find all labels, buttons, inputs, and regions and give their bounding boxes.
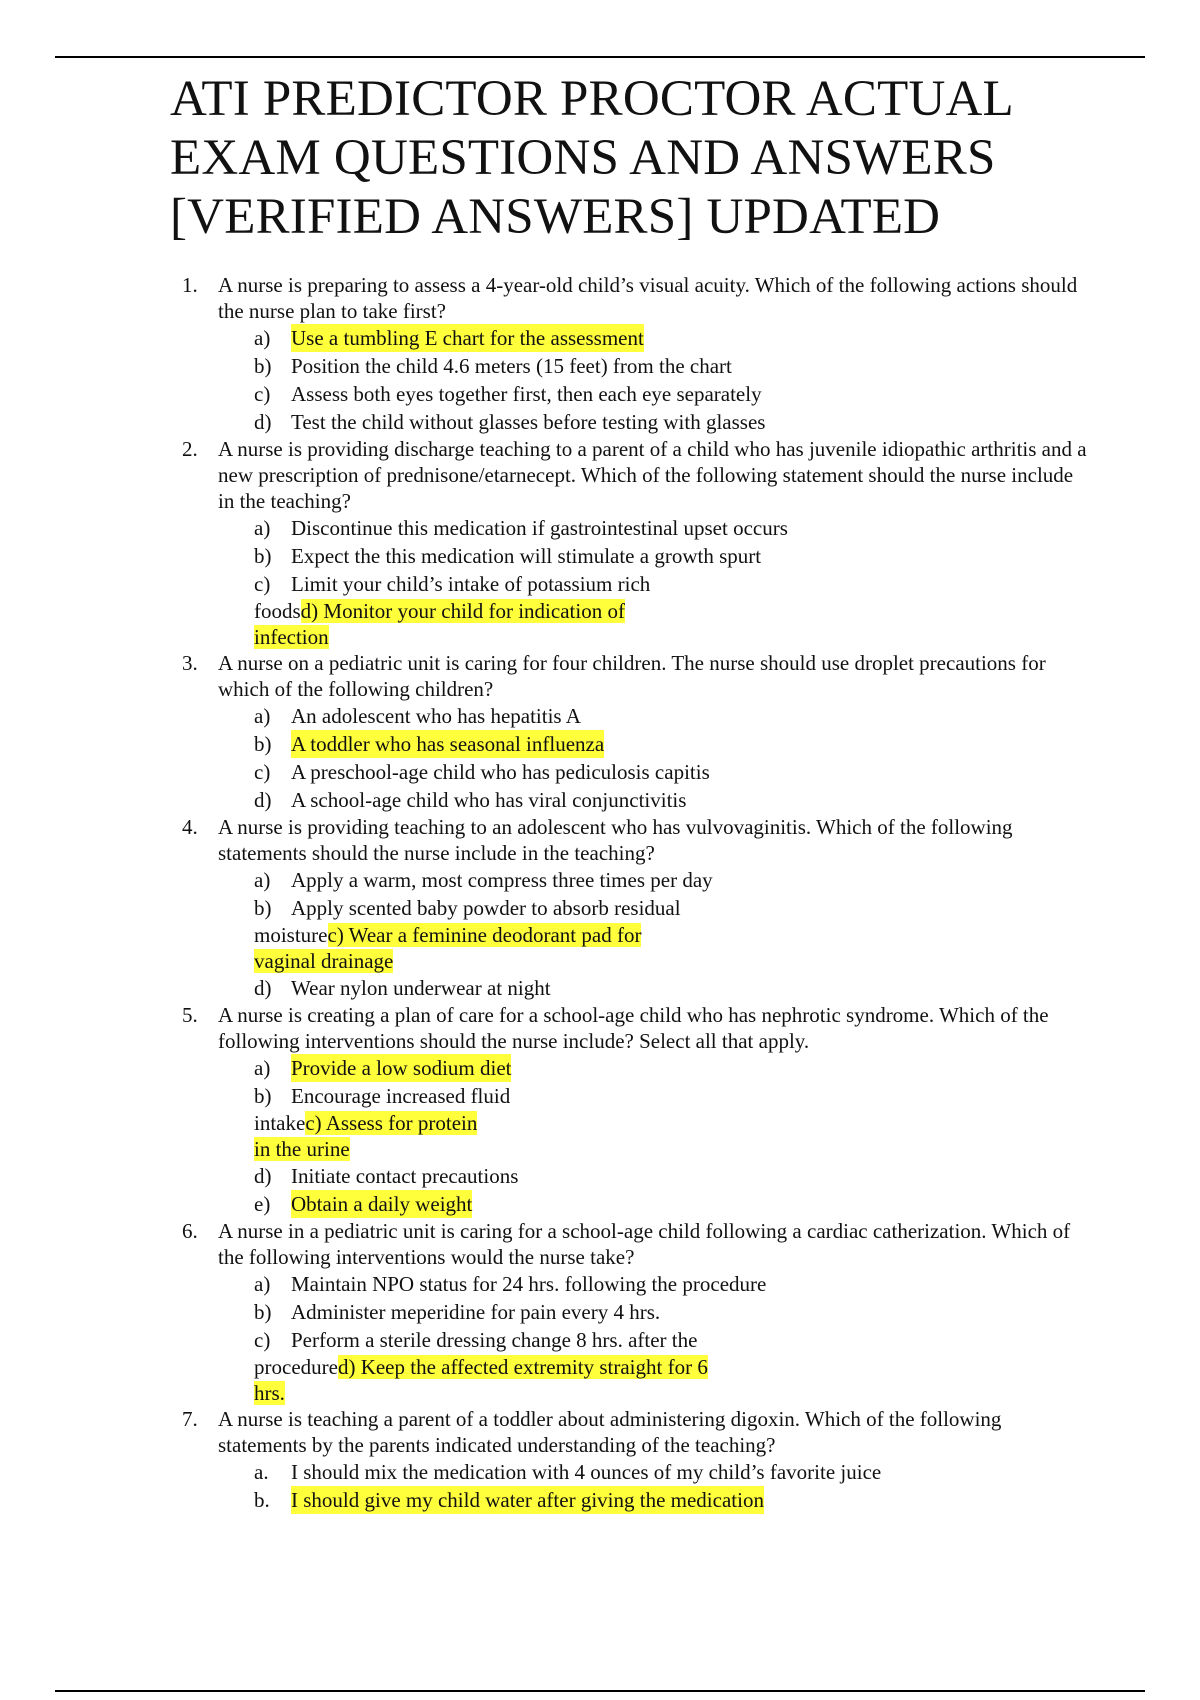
highlighted-answer: d) Monitor your child for indication of (300, 599, 625, 623)
answer-option (170, 570, 1090, 598)
option-text: Administer meperidine for pain every 4 hrs. (291, 1300, 661, 1324)
answer-option (170, 1458, 1090, 1486)
option-label: e) (254, 1192, 271, 1216)
option-text: Maintain NPO status for 24 hrs. following the procedure (291, 1272, 767, 1296)
highlighted-answer: Obtain a daily weight (291, 1192, 473, 1216)
option-text: A preschool-age child who has pediculosis capitis (291, 760, 710, 784)
answer-option (170, 702, 1090, 730)
question-number: 3. (182, 651, 198, 675)
option-text: A school-age child who has viral conjunctivitis (291, 788, 687, 812)
option-text: Initiate contact precautions (291, 1164, 519, 1188)
option-label: a) (254, 1272, 271, 1296)
question-text: A nurse is providing discharge teaching to a parent of a child who has juvenile idiopathic arthritis and a new prescription of prednisone/etarnecept. Which of the following statement should the nurse include in the teaching? (218, 437, 1087, 513)
option-label: d) (254, 1164, 272, 1188)
question (170, 1218, 1090, 1270)
wrapped-answer (170, 1354, 1090, 1406)
question-number: 1. (182, 273, 198, 297)
question (170, 1406, 1090, 1458)
option-label: b) (254, 544, 272, 568)
wrapped-answer (170, 598, 1090, 650)
question (170, 436, 1090, 514)
highlighted-answer: Provide a low sodium diet (291, 1056, 512, 1080)
question-number: 4. (182, 815, 198, 839)
highlighted-answer: I should give my child water after giving the medication (291, 1488, 764, 1512)
option-text: Perform a sterile dressing change 8 hrs. after the (291, 1328, 698, 1352)
option-label: a) (254, 516, 271, 540)
highlighted-answer: infection (254, 625, 329, 649)
option-text: Expect the this medication will stimulate a growth spurt (291, 544, 762, 568)
answer-option (170, 1486, 1090, 1514)
question (170, 1002, 1090, 1054)
question (170, 272, 1090, 324)
answer-option (170, 408, 1090, 436)
option-text: Discontinue this medication if gastrointestinal upset occurs (291, 516, 788, 540)
option-text: Test the child without glasses before testing with glasses (291, 410, 766, 434)
option-list (170, 1054, 1090, 1218)
option-text: Assess both eyes together first, then each eye separately (291, 382, 762, 406)
question-text: A nurse is providing teaching to an adolescent who has vulvovaginitis. Which of the following statements should the nurse include in the teaching? (218, 815, 1013, 865)
highlighted-answer: c) Wear a feminine deodorant pad for (327, 923, 642, 947)
option-label: b) (254, 354, 272, 378)
question-list (170, 272, 1090, 1514)
answer-option (170, 974, 1090, 1002)
option-text: Apply a warm, most compress three times per day (291, 868, 713, 892)
option-list (170, 324, 1090, 436)
question-number: 6. (182, 1219, 198, 1243)
question-text: A nurse is creating a plan of care for a school-age child who has nephrotic syndrome. Which of the following interventions should the nurse include? Select all that apply. (218, 1003, 1049, 1053)
option-label: d) (254, 788, 272, 812)
option-label: c) (254, 572, 271, 596)
answer-option (170, 514, 1090, 542)
option-text: Wear nylon underwear at night (291, 976, 551, 1000)
option-label: c) (254, 1328, 271, 1352)
title-line: [VERIFIED ANSWERS] UPDATED (170, 189, 941, 245)
question-text: A nurse is teaching a parent of a toddler about administering digoxin. Which of the following statements by the parents indicated understanding of the teaching? (218, 1407, 1002, 1457)
highlighted-answer: d) Keep the affected extremity straight for 6 (337, 1355, 708, 1379)
highlighted-answer: in the urine (254, 1137, 350, 1161)
option-label: a) (254, 326, 271, 350)
question (170, 814, 1090, 866)
answer-option (170, 1326, 1090, 1354)
title-line: EXAM QUESTIONS AND ANSWERS (170, 130, 996, 186)
option-text: Position the child 4.6 meters (15 feet) from the chart (291, 354, 732, 378)
option-text-continuation: moisture (254, 923, 328, 947)
answer-option (170, 1270, 1090, 1298)
answer-option (170, 786, 1090, 814)
title-line: ATI PREDICTOR PROCTOR ACTUAL (170, 71, 1014, 127)
question (170, 650, 1090, 702)
highlighted-answer: vaginal drainage (254, 949, 394, 973)
option-label: d) (254, 410, 272, 434)
option-text: I should mix the medication with 4 ounces of my child’s favorite juice (291, 1460, 882, 1484)
answer-option (170, 1162, 1090, 1190)
bottom-rule (55, 1690, 1145, 1692)
highlighted-answer: Use a tumbling E chart for the assessment (291, 326, 644, 350)
answer-option (170, 866, 1090, 894)
question-text: A nurse is preparing to assess a 4-year-old child’s visual acuity. Which of the following actions should the nurse plan to take first? (218, 273, 1078, 323)
answer-option (170, 1190, 1090, 1218)
option-label: a) (254, 1056, 271, 1080)
answer-option (170, 352, 1090, 380)
option-list (170, 1270, 1090, 1406)
option-label: b) (254, 732, 272, 756)
option-label: b) (254, 1300, 272, 1324)
option-label: b. (254, 1488, 270, 1512)
document-title (170, 70, 1130, 247)
option-label: c) (254, 382, 271, 406)
option-list (170, 702, 1090, 814)
question-text: A nurse on a pediatric unit is caring for four children. The nurse should use droplet precautions for which of the following children? (218, 651, 1046, 701)
option-text-continuation: procedure (254, 1355, 338, 1379)
highlighted-answer: hrs. (254, 1381, 285, 1405)
question-text: A nurse in a pediatric unit is caring for a school-age child following a cardiac catherization. Which of the following interventions would the nurse take? (218, 1219, 1071, 1269)
option-label: c) (254, 760, 271, 784)
answer-option (170, 324, 1090, 352)
option-list (170, 866, 1090, 1002)
option-list (170, 514, 1090, 650)
answer-option (170, 758, 1090, 786)
answer-option (170, 730, 1090, 758)
option-text: An adolescent who has hepatitis A (291, 704, 581, 728)
wrapped-answer (170, 1110, 1090, 1162)
question-number: 5. (182, 1003, 198, 1027)
wrapped-answer (170, 922, 1090, 974)
answer-option (170, 1082, 1090, 1110)
option-label: a) (254, 868, 271, 892)
option-label: b) (254, 1084, 272, 1108)
answer-option (170, 380, 1090, 408)
highlighted-answer: A toddler who has seasonal influenza (291, 732, 605, 756)
question-number: 2. (182, 437, 198, 461)
answer-option (170, 894, 1090, 922)
top-rule (55, 56, 1145, 58)
option-text: Apply scented baby powder to absorb residual (291, 896, 681, 920)
highlighted-answer: c) Assess for protein (305, 1111, 478, 1135)
option-text-continuation: foods (254, 599, 301, 623)
option-text-continuation: intake (254, 1111, 306, 1135)
answer-option (170, 1054, 1090, 1082)
question-number: 7. (182, 1407, 198, 1431)
answer-option (170, 542, 1090, 570)
option-label: d) (254, 976, 272, 1000)
option-label: a) (254, 704, 271, 728)
option-label: a. (254, 1460, 269, 1484)
option-text: Limit your child’s intake of potassium rich (291, 572, 651, 596)
answer-option (170, 1298, 1090, 1326)
option-list (170, 1458, 1090, 1514)
option-text: Encourage increased fluid (291, 1084, 511, 1108)
option-label: b) (254, 896, 272, 920)
